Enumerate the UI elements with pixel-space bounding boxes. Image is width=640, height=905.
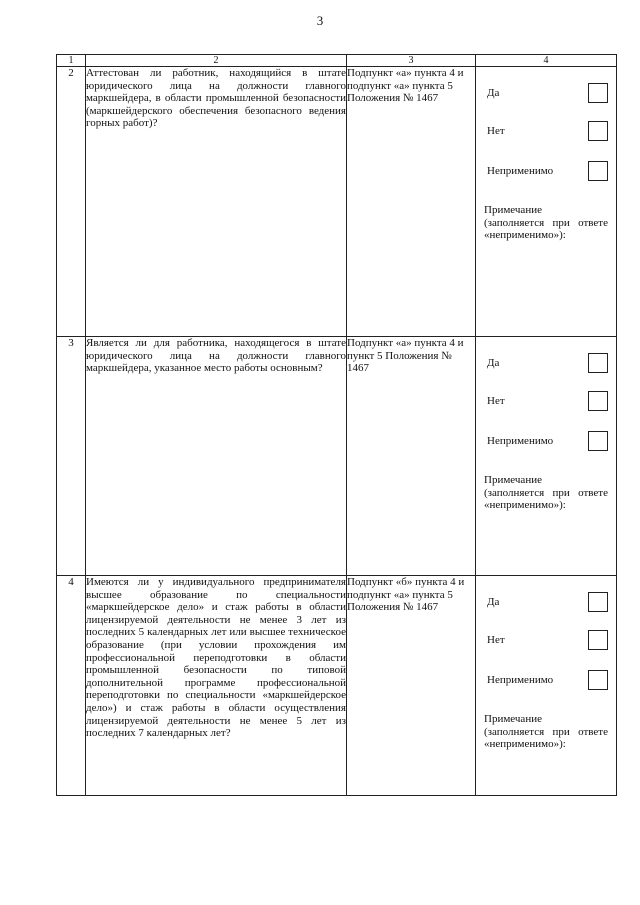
option-no [476,390,616,412]
answer-cell [476,337,617,576]
option-yes-label: Да [487,357,500,369]
note-title: Примечание [484,713,542,725]
option-not-applicable-label: Неприменимо [487,435,554,447]
no-checkbox[interactable] [588,630,608,650]
header-row [57,55,617,67]
legal-reference: Подпункт «а» пункта 4 и подпункт «а» пункта 5 Положения № 1467 [347,67,476,337]
option-not-applicable [476,430,616,452]
option-yes-label: Да [487,596,500,608]
question-text: Является ли для работника, находящегося в штате юридического лица на должности главного маркшейдера, указанное место работы основным? [86,337,347,576]
note [476,713,616,751]
question-text: Имеются ли у индивидуального предпринимателя высшее образование по специальности «маркшейдерское дело» и стаж работы в области лицензируемой деятельности не менее 3 лет из последних 5 календарных лет или высшее техническое образование (при условии прохождения им профессиональной переподготовки в области промышленной безопасности по типовой дополнительной программе профессиональной переподготовки по специальности «маркшейдерское дело») и стаж работы в области осуществления лицензируемой деятельности не менее 5 лет из последних 7 календарных лет? [86,576,347,796]
table-row [57,337,617,576]
legal-reference: Подпункт «б» пункта 4 и подпункт «а» пункта 5 Положения № 1467 [347,576,476,796]
option-not-applicable [476,669,616,691]
answer-cell [476,576,617,796]
table-row [57,576,617,796]
not-applicable-checkbox[interactable] [588,431,608,451]
note [476,204,616,242]
option-no [476,120,616,142]
answer-cell [476,67,617,337]
row-number: 3 [57,337,86,576]
not-applicable-checkbox[interactable] [588,161,608,181]
option-not-applicable-label: Неприменимо [487,165,554,177]
yes-checkbox[interactable] [588,592,608,612]
note [476,474,616,512]
no-checkbox[interactable] [588,121,608,141]
header-col-1: 1 [57,55,86,67]
option-no-label: Нет [487,395,505,407]
note-title: Примечание [484,204,542,216]
note-text: (заполняется при ответе «неприменимо»): [484,725,608,751]
option-no-label: Нет [487,634,505,646]
option-yes [476,82,616,104]
note-text: (заполняется при ответе «неприменимо»): [484,216,608,242]
note-text: (заполняется при ответе «неприменимо»): [484,486,608,512]
option-yes [476,352,616,374]
note-title: Примечание [484,474,542,486]
page-number: 3 [316,13,324,28]
header-col-4: 4 [476,55,617,67]
header-col-3: 3 [347,55,476,67]
option-no [476,629,616,651]
yes-checkbox[interactable] [588,353,608,373]
table-row [57,67,617,337]
row-number: 2 [57,67,86,337]
row-number: 4 [57,576,86,796]
option-yes [476,591,616,613]
checklist-table [56,54,617,796]
question-text: Аттестован ли работник, находящийся в штате юридического лица на должности главного маркшейдера, в области промышленной безопасности (маркшейдерского обеспечения безопасного ведения горных работ)? [86,67,347,337]
option-not-applicable-label: Неприменимо [487,674,554,686]
option-not-applicable [476,160,616,182]
not-applicable-checkbox[interactable] [588,670,608,690]
option-yes-label: Да [487,87,500,99]
no-checkbox[interactable] [588,391,608,411]
yes-checkbox[interactable] [588,83,608,103]
legal-reference: Подпункт «а» пункта 4 и пункт 5 Положения № 1467 [347,337,476,576]
option-no-label: Нет [487,125,505,137]
header-col-2: 2 [86,55,347,67]
